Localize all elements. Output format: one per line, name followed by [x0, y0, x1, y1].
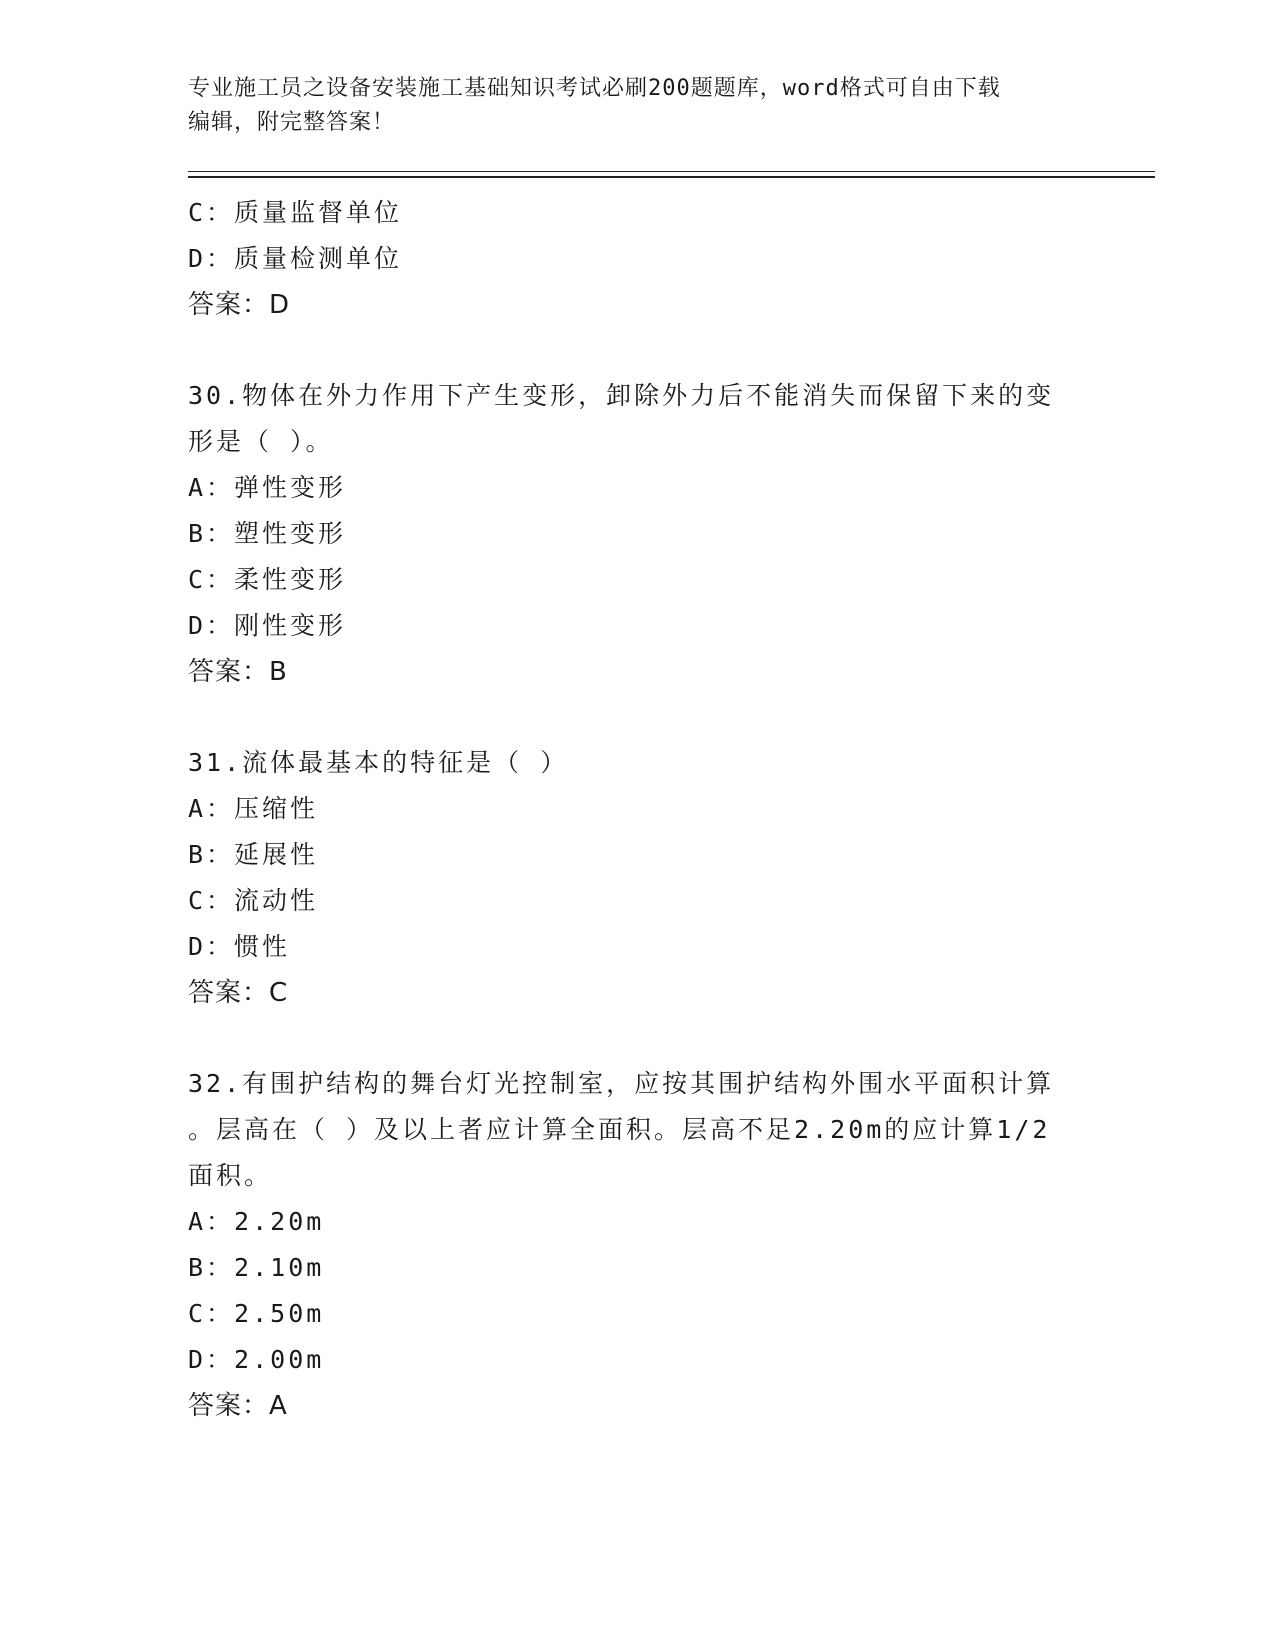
answer-label: 答案：A — [188, 1391, 288, 1421]
answer-label: 答案：C — [188, 978, 289, 1008]
option-a: A：压缩性 — [188, 794, 319, 823]
question-text-line-3: 面积。 — [188, 1161, 273, 1190]
answer-label: 答案：D — [188, 290, 291, 320]
option-c: C：质量监督单位 — [188, 198, 403, 227]
option-b: B：延展性 — [188, 840, 319, 869]
spacer — [188, 695, 1088, 740]
option-c: C：柔性变形 — [188, 565, 347, 594]
option-d: D：2.00m — [188, 1345, 325, 1374]
option-c: C：2.50m — [188, 1299, 325, 1328]
question-32 — [188, 1061, 1088, 1429]
question-text-line-2: 。层高在（ ）及以上者应计算全面积。层高不足2.20m的应计算1/2 — [188, 1115, 1051, 1144]
spacer — [188, 1016, 1088, 1061]
document-header — [188, 72, 1068, 140]
answer-label: 答案：B — [188, 657, 288, 687]
question-text-line-1: 31.流体最基本的特征是（ ） — [188, 748, 569, 777]
option-d: D：惯性 — [188, 932, 291, 961]
option-b: B：塑性变形 — [188, 519, 347, 548]
question-text-line-2: 形是（ ）。 — [188, 427, 334, 456]
header-divider-thin — [188, 171, 1155, 172]
question-31 — [188, 740, 1088, 1016]
question-text-line-1: 30.物体在外力作用下产生变形，卸除外力后不能消失而保留下来的变 — [188, 381, 1055, 410]
option-a: A：弹性变形 — [188, 473, 347, 502]
question-text-line-1: 32.有围护结构的舞台灯光控制室，应按其围护结构外围水平面积计算 — [188, 1069, 1055, 1098]
option-d: D：质量检测单位 — [188, 244, 403, 273]
question-list — [188, 190, 1088, 1429]
question-29-tail — [188, 190, 1088, 328]
header-divider-thick — [188, 176, 1155, 178]
header-title-line-1: 专业施工员之设备安装施工基础知识考试必刷200题题库，word格式可自由下载 — [188, 76, 1001, 101]
option-b: B：2.10m — [188, 1253, 325, 1282]
spacer — [188, 328, 1088, 373]
question-30 — [188, 373, 1088, 695]
option-a: A：2.20m — [188, 1207, 325, 1236]
option-d: D：刚性变形 — [188, 611, 347, 640]
header-title-line-2: 编辑，附完整答案！ — [188, 110, 396, 135]
option-c: C：流动性 — [188, 886, 319, 915]
